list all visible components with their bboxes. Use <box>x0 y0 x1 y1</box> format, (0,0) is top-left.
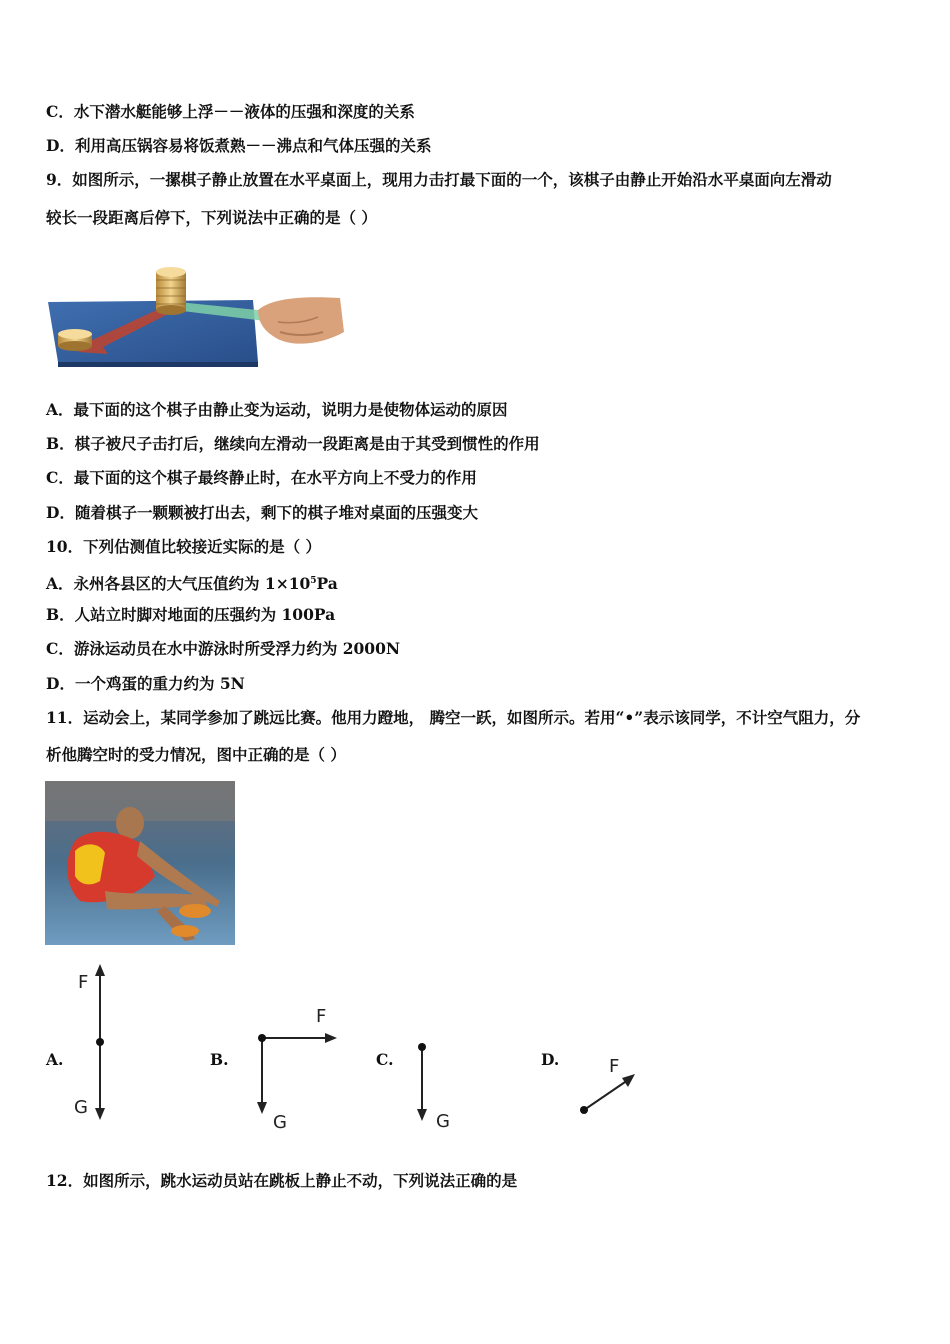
force-label-f: F <box>316 1006 327 1027</box>
force-label-g: G <box>436 1111 450 1132</box>
q11-option-d-label: D. <box>541 1050 560 1069</box>
force-diagram-c <box>405 1035 465 1135</box>
q9-option-b: B．棋子被尺子击打后，继续向左滑动一段距离是由于其受到惯性的作用 <box>46 434 540 453</box>
force-diagram-d <box>570 1050 650 1120</box>
q8-option-d: D．利用高压锅容易将饭煮熟－－沸点和气体压强的关系 <box>46 136 432 155</box>
force-label-g: G <box>273 1112 287 1133</box>
q9-option-d: D．随着棋子一颗颗被打出去，剩下的棋子堆对桌面的压强变大 <box>46 503 478 522</box>
q9-option-c: C．最下面的这个棋子最终静止时，在水平方向上不受力的作用 <box>46 468 477 487</box>
force-diagram-b <box>245 1000 345 1135</box>
q9-stem-line2: 较长一段距离后停下，下列说法中正确的是（ ） <box>46 208 377 227</box>
force-label-g: G <box>74 1097 88 1118</box>
q8-option-c: C．水下潜水艇能够上浮－－液体的压强和深度的关系 <box>46 102 415 121</box>
q11-option-c-label: C. <box>376 1050 394 1069</box>
q11-stem-line1: 11．运动会上，某同学参加了跳远比赛。他用力蹬地， 腾空一跃，如图所示。若用“•”表示该同学，不计空气阻力，分 <box>46 708 861 727</box>
q12-stem: 12．如图所示，跳水运动员站在跳板上静止不动，下列说法正确的是 <box>46 1171 518 1190</box>
force-diagram-a <box>66 960 126 1130</box>
q11-stem-line2: 析他腾空时的受力情况，图中正确的是（ ） <box>46 745 346 764</box>
q10-option-b: B．人站立时脚对地面的压强约为 100Pa <box>46 605 336 624</box>
coin-stack-figure <box>48 262 348 372</box>
q11-option-b-label: B. <box>210 1050 229 1069</box>
q10-stem: 10．下列估测值比较接近实际的是（ ） <box>46 537 321 556</box>
q10-option-a-unit: Pa <box>316 574 338 594</box>
q11-option-a-label: A. <box>46 1050 64 1069</box>
long-jump-photo <box>45 781 235 945</box>
q9-stem-line1: 9．如图所示，一摞棋子静止放置在水平桌面上，现用力击打最下面的一个，该棋子由静止开始沿水平桌面向左滑动 <box>46 170 832 189</box>
q10-option-a <box>46 571 338 594</box>
q10-option-a-text: A．永州各县区的大气压值约为 1×10 <box>46 574 311 594</box>
force-label-f: F <box>78 972 89 993</box>
q9-option-a: A．最下面的这个棋子由静止变为运动，说明力是使物体运动的原因 <box>46 400 508 419</box>
q10-option-d: D．一个鸡蛋的重力约为 5N <box>46 674 245 693</box>
q10-option-a-exponent: 5 <box>310 576 317 586</box>
force-label-f: F <box>609 1056 620 1077</box>
q10-option-c: C．游泳运动员在水中游泳时所受浮力约为 2000N <box>46 639 401 658</box>
